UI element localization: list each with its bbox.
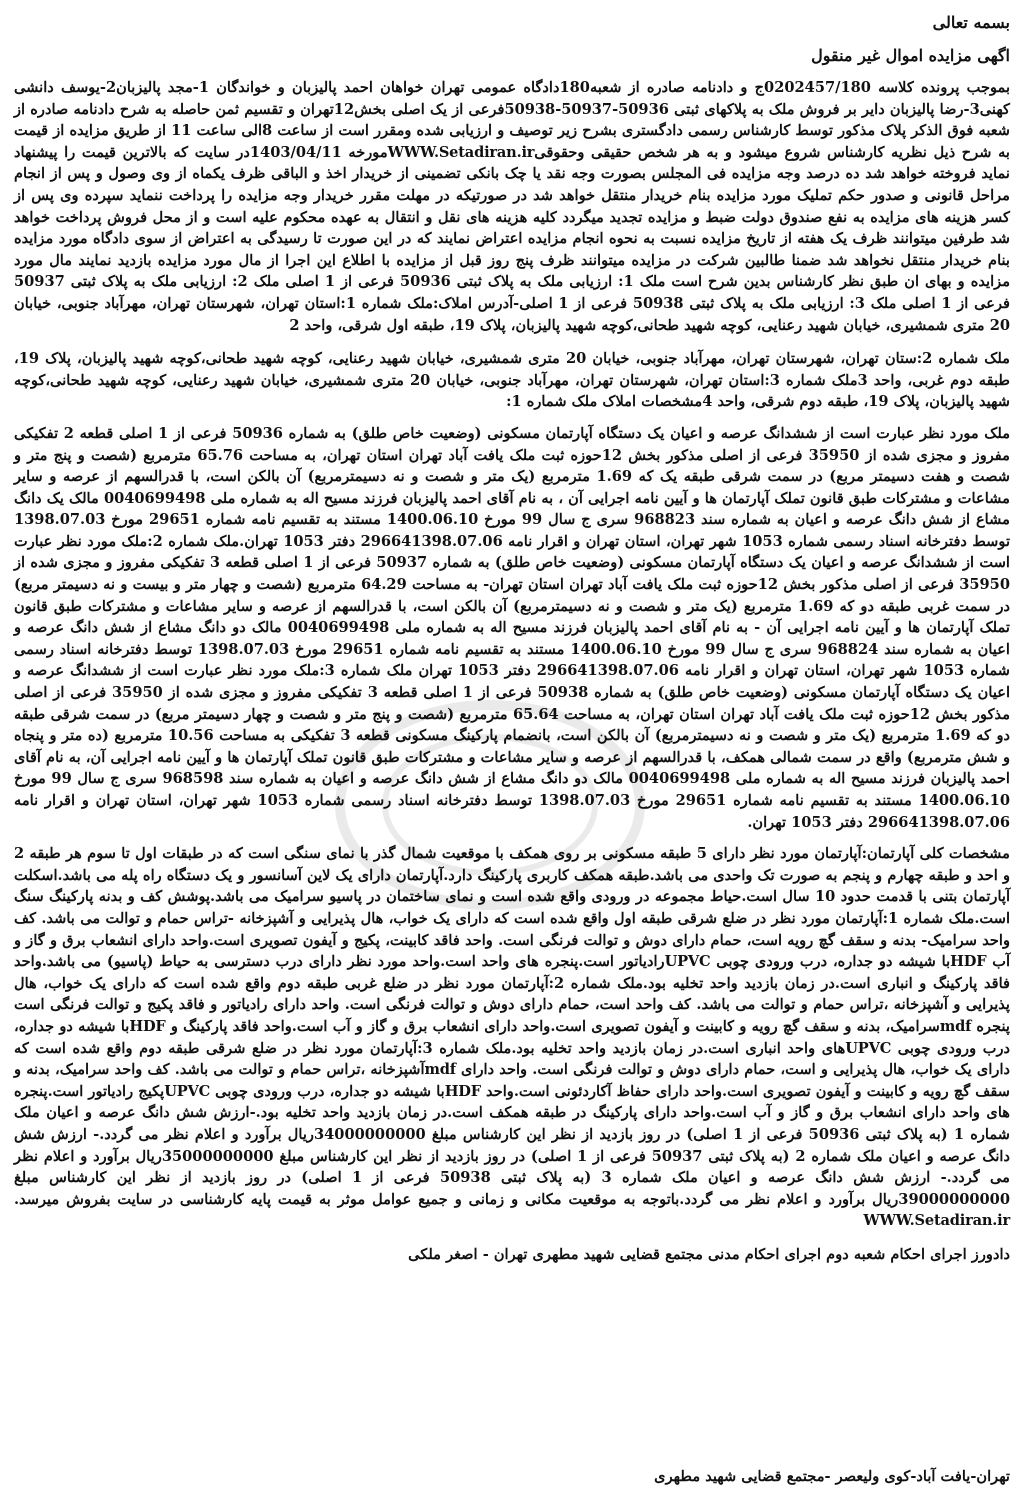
addresses-paragraph: ملک شماره 2:ستان تهران، شهرستان تهران، مهرآباد جنوبی، خیابان 20 متری شمشیری، خیابان شهید رعنایی، کوچه شهید طحانی،کوچه شهید پالیزبان، پلاک 19، طبقه دوم غربی، واحد 3ملک شماره 3:استان تهران، شهرستان تهران، مهرآباد جنوبی، خیابان 20 متری شمشیری، خیابان شهید رعنایی، کوچه شهید طحانی،کوچه شهید پالیزبان، پلاک 19، طبقه دوم شرقی، واحد 4مشخصات املاک ملک شماره 1: [14, 350, 1011, 411]
intro-paragraph: بموجب پرونده کلاسه 0202457/180ج و دادنامه صادره از شعبه180دادگاه عمومی تهران خواهان احمد پالیزبان و خواندگان 1-مجد پالیزبان2-یوسف دانشی کهنی3-رضا پالیزبان دایر بر فروش ملک به پلاکهای ثبتی 50936-50937-50938فرعی از یک اصلی بخش12تهران و تقسیم ثمن حاصله به شرح دادنامه صادره از شعبه فوق الذکر پلاک مذکور توسط کارشناس رسمی دادگستری بشرح زیر توصیف و ارزیابی شده ومقرر است از ساعت 8الی ساعت 11 از طریق مزایده از قیمت به شرح ذیل نظریه کارشناس شروع میشود و به هر شخص حقیقی وحقوقیWWW.Setadiran.irمورخه 1403/04/11در سایت که بالاترین قیمت را پیشنهاد نماید فروخته خواهد شد ده درصد وجه مزایده فی المجلس بصورت وجه نقد یا چک بانکی تضمینی از خریدار اخذ و الباقی ظرف یکماه از وی وصول و پس از انجام مراحل قانونی و صدور حکم تملیک مورد مزایده بنام خریدار منتقل خواهد شد در صورتیکه در مهلت مقرر خریدار وجه مزایده را پرداخت ننماید سپرده وی پس از کسر هزینه های مزایده به نفع صندوق دولت ضبط و مزایده تجدید میگردد کلیه هزینه های نقل و انتقال به عهده محکوم علیه است و از محل فروش پرداخت خواهد شد طرفین میتوانند ظرف یک هفته از تاریخ مزایده نسبت به نحوه انجام مزایده اعتراض نمایند که در این صورت تا رسیدگی به اعتراض از سوی دادگاه مورد مزایده بنام خریدار منتقل نخواهد شد ضمنا طالبین شرکت در مزایده میتوانند ظرف پنج روز قبل از مزایده با اطلاع این اجرا از مال مورد مزایده بازدید نمایند مال مورد مزایده و بهای ان طبق نظر کارشناس بدین شرح است ملک 1: ارزیابی ملک به پلاک ثبتی 50936 فرعی از 1 اصلی ملک 2: ارزیابی ملک به پلاک ثبتی 50937 فرعی از 1 اصلی ملک 3: ارزیابی ملک به پلاک ثبتی 50938 فرعی از 1 اصلی-آدرس املاک:ملک شماره 1:استان تهران، شهرستان تهران، مهرآباد جنوبی، خیابان 20 متری شمشیری، خیابان شهید رعنایی، کوچه شهید طحانی،کوچه شهید پالیزبان، پلاک 19، طبقه اول شرقی، واحد 2 [14, 79, 1011, 334]
notice-title: اگهی مزایده اموال غیر منقول [811, 46, 1010, 65]
signature-line: دادورز اجرای احکام شعبه دوم اجرای احکام مدنی مجتمع قضایی شهید مطهری تهران - اصغر ملکی [408, 1245, 1010, 1263]
footer-address: تهران-یافت آباد-کوی ولیعصر -مجتمع قضایی شهید مطهری [654, 1468, 1010, 1486]
bismillah-heading: بسمه تعالی [932, 13, 1010, 32]
apartment-specs-paragraph: مشخصات کلی آپارتمان:آپارتمان مورد نظر دارای 5 طبقه مسکونی بر روی همکف با موقعیت شمال گذر با نمای سنگی است که در طبقات اول تا سوم هر طبقه 2 و احد و طبقه چهارم و پنجم به صورت تک واحدی می باشد.طبقه همکف کاربری پارکینگ دارد.آپارتمان دارای یک لاین آسانسور و یک دستگاه راه پله می باشد.اسکلت آپارتمان بتنی با قدمت حدود 10 سال است.حیاط مجموعه در ورودی واقع شده است و نمای ساختمان در پاسیو سرامیک می باشد.پوشش کف و بدنه پارکینگ سنگ است.ملک شماره 1:آپارتمان مورد نظر در ضلع شرقی طبقه اول واقع شده است که دارای یک خواب، هال پذیرایی و آشپزخانه -تراس حمام و توالت می باشد. کف واحد سرامیک- بدنه و سقف گچ رویه است، حمام دارای دوش و توالت فرنگی است. واحد فاقد کابینت، پکیج و آیفون تصویری است.واحد دارای انشعاب برق و گاز و آب HDFبا شیشه دو جداره، درب ورودی چوبی UPVCرادیاتور است.پنجره های واحد است.واحد مورد نظر دارای درب دسترسی به حیاط (پاسیو) می باشد.واحد فاقد پارکینگ و انباری است.در زمان بازدید واحد تخلیه بود.ملک شماره 2:آپارتمان مورد نظر در ضلع غربی طبقه دوم واقع شده است که دارای یک خواب، هال پذیرایی و آشپزخانه ،تراس حمام و توالت می باشد. کف واحد است، حمام دارای دوش و توالت فرنگی است. واحد دارای رادیاتور و فاقد پکیج و توالت فرنگی است پنجره mdfسرامیک، بدنه و سقف گچ رویه و کابینت و آیفون تصویری است.واحد دارای انشعاب برق و گاز و آب است.واحد فاقد پارکینگ و HDFبا شیشه دو جداره، درب ورودی چوبی UPVCهای واحد انباری است.در زمان بازدید واحد تخلیه بود.ملک شماره 3:آپارتمان مورد نظر در ضلع شرقی طبقه دوم واقع شده است که دارای یک خواب، هال پذیرایی و است، حمام دارای دوش و توالت فرنگی است. واحد دارای mdfآشپزخانه ،تراس حمام و توالت می باشد. کف واحد سرامیک، بدنه و سقف گچ رویه و کابینت و آیفون تصویری است.واحد دارای حفاظ آکاردئونی است.واحد HDFبا شیشه دو جداره، درب ورودی چوبی UPVCپکیج رادیاتور است.پنجره های واحد دارای انشعاب برق و گاز و آب است.واحد دارای پارکینگ در طبقه همکف است.در زمان بازدید واحد تخلیه بود.-ارزش شش دانگ عرصه و اعیان ملک شماره 1 (به پلاک ثبتی 50936 فرعی از 1 اصلی) در روز بازدید از نظر این کارشناس مبلغ 34000000000ریال برآورد و اعلام نظر می گردد.- ارزش شش دانگ عرصه و اعیان ملک شماره 2 (به پلاک ثبتی 50937 فرعی از 1 اصلی) در روز بازدید از نظر این کارشناس مبلغ 35000000000ریال برآورد و اعلام نظر می گردد.- ارزش شش دانگ عرصه و اعیان ملک شماره 3 (به پلاک ثبتی 50938 فرعی از 1 اصلی) در روز بازدید از نظر این کارشناس مبلغ 39000000000ریال برآورد و اعلام نظر می گردد.باتوجه به موقعیت مکانی و زمانی و جمیع عوامل موثر به قیمت پایه کارشناسی در سایت بفروش میرسد. WWW.Setadiran.ir [14, 845, 1011, 1230]
property-details-paragraph: ملک مورد نظر عبارت است از ششدانگ عرصه و اعیان یک دستگاه آپارتمان مسکونی (وضعیت خاص طلق) به شماره 50936 فرعی از 1 اصلی قطعه 2 تفکیکی مفروز و مجزی شده از 35950 فرعی از اصلی مذکور بخش 12حوزه ثبت ملک یافت آباد تهران استان تهران، به مساحت 65.76 مترمربع (شصت و پنج متر و شصت و هفت دسیمتر مربع) در سمت شرقی طبقه یک که 1.69 مترمربع (یک متر و شصت و نه دسیمترمربع) آن بالکن است، با قدرالسهم از عرصه و سایر مشاعات و مشترکات طبق قانون تملک آپارتمان ها و آیین نامه اجرایی آن ، به نام آقای احمد پالیزبان فرزند مسیح اله به شماره ملی 0040699498 مالک یک دانگ مشاع از شش دانگ عرصه و اعیان به شماره سند 968823 سری ج سال 99 مورخ 1400.06.10 مستند به تقسیم نامه شماره 29651 مورخ 1398.07.03 توسط دفترخانه اسناد رسمی شماره 1053 شهر تهران، استان تهران و اقرار نامه 296641398.07.06 دفتر 1053 تهران.ملک شماره 2:ملک مورد نظر عبارت است از ششدانگ عرصه و اعیان یک دستگاه آپارتمان مسکونی (وضعیت خاص طلق) به شماره 50937 فرعی از 1 اصلی قطعه 3 تفکیکی مفروز و مجزی شده از 35950 فرعی از اصلی مذکور بخش 12حوزه ثبت ملک یافت آباد تهران استان تهران- به مساحت 64.29 مترمربع (شصت و چهار متر و بیست و نه دسیمتر مربع) در سمت غربی طبقه دو که 1.69 مترمربع (یک متر و شصت و نه دسیمترمربع) آن بالکن است، با قدرالسهم از عرصه و سایر مشاعات و مشترکات طبق قانون تملک آپارتمان ها و آیین نامه اجرایی آن - به نام آقای احمد پالیزبان فرزند مسیح اله به شماره ملی 0040699498 مالک دو دانگ مشاع از شش دانگ عرصه و اعیان به شماره سند 968824 سری ج سال 99 مورخ 1400.06.10 مستند به تقسیم نامه شماره 29651 مورخ 1398.07.03 توسط دفترخانه اسناد رسمی شماره 1053 شهر تهران، استان تهران و اقرار نامه 296641398.07.06 دفتر 1053 تهران ملک شماره 3:ملک مورد نظر عبارت است از ششدانگ عرصه و اعیان یک دستگاه آپارتمان مسکونی (وضعیت خاص طلق) به شماره 50938 فرعی از 1 اصلی قطعه 3 تفکیکی مفروز و مجزی شده از 35950 فرعی از اصلی مذکور بخش 12حوزه ثبت ملک یافت آباد تهران استان تهران، به مساحت 65.64 مترمربع (شصت و پنج متر و شصت و چهار دسیمتر مربع) در سمت شرقی طبقه دو که 1.69 مترمربع (یک متر و شصت و نه دسیمترمربع) آن بالکن است، بانضمام پارکینگ مسکونی قطعه 3 تفکیکی به مساحت 10.56 مترمربع (ده متر و پنجاه و شش مترمربع) واقع در سمت شمالی همکف، با قدرالسهم از عرصه و سایر مشاعات و مشترکات طبق قانون تملک آپارتمان ها و آیین نامه اجرایی آن، به نام آقای احمد پالیزبان فرزند مسیح اله به شماره ملی 0040699498 مالک دو دانگ مشاع از شش دانگ عرصه و اعیان به شماره سند 968598 سری ج سال 99 مورخ 1400.06.10 مستند به تقسیم نامه شماره 29651 مورخ 1398.07.03 توسط دفترخانه اسناد رسمی شماره 1053 شهر تهران، استان تهران و اقرار نامه 296641398.07.06 دفتر 1053 تهران. [14, 424, 1011, 831]
